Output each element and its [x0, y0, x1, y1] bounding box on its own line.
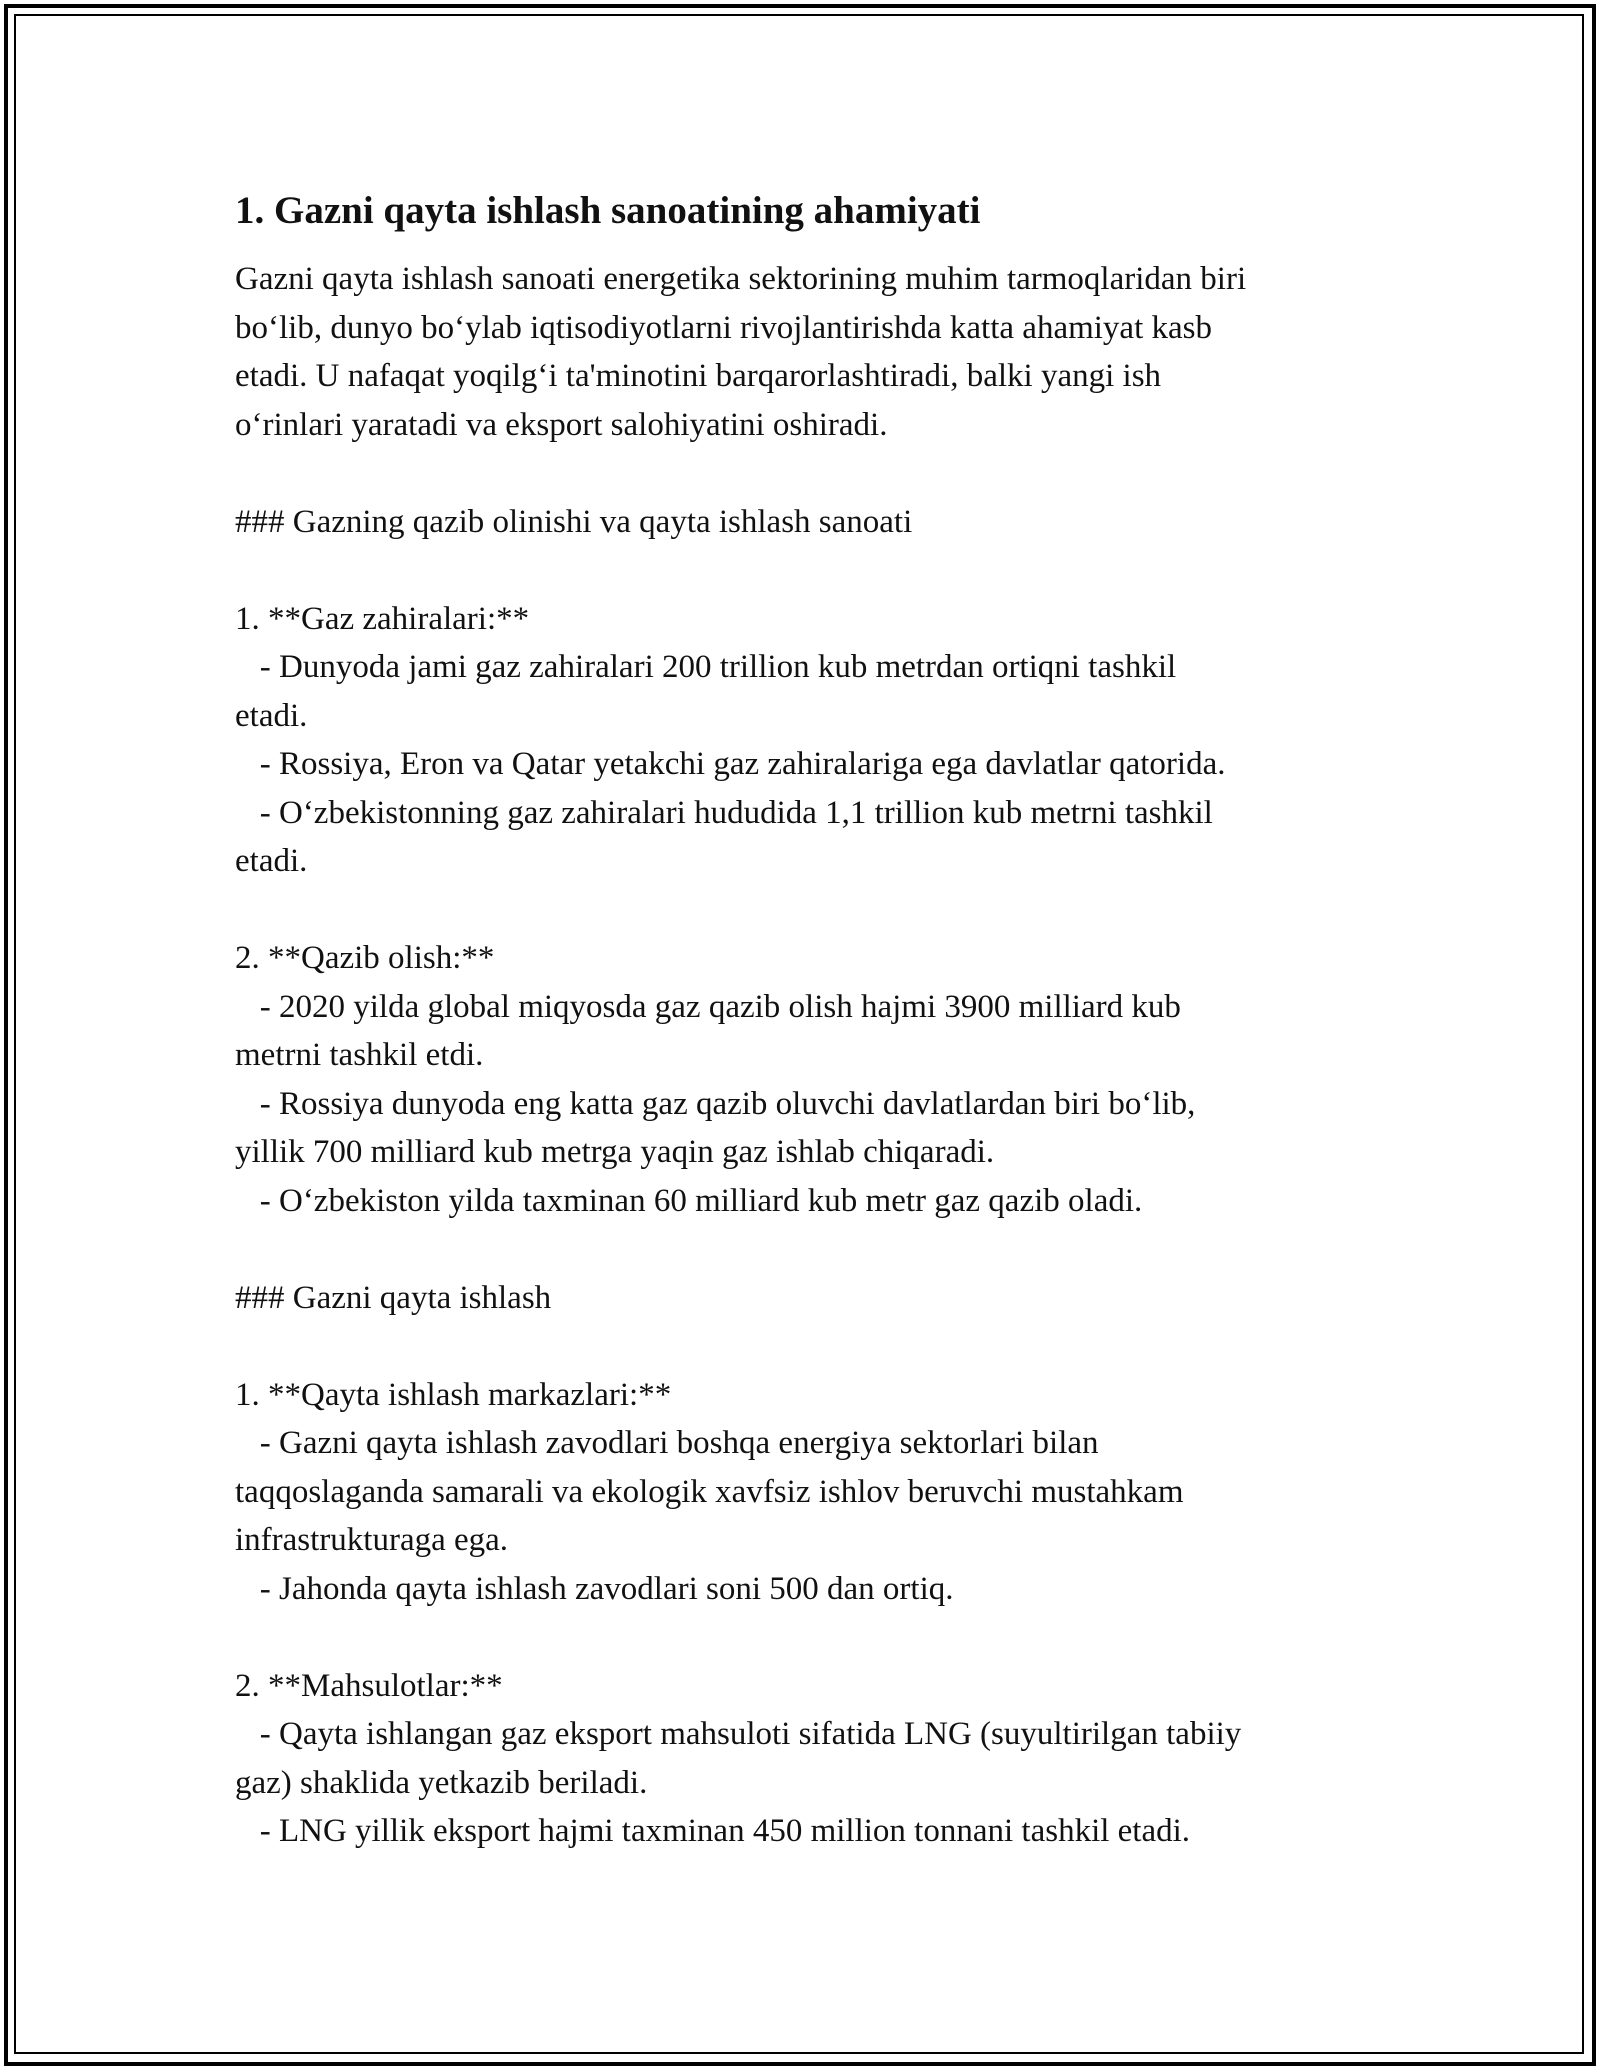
text-line: 2. **Mahsulotlar:**: [235, 1667, 503, 1704]
blank-line: [235, 886, 1385, 935]
blank-line: [235, 546, 1385, 595]
text-line: ### Gazni qayta ishlash: [235, 1279, 552, 1316]
blank-line: [235, 1613, 1385, 1662]
text-line: 2. **Qazib olish:**: [235, 940, 495, 976]
text-line: 1. **Gaz zahiralari:**: [235, 600, 530, 637]
text-line: bo‘lib, dunyo bo‘ylab iqtisodiyotlarni rivojlantirishda katta ahamiyat kasb: [235, 309, 1212, 346]
text-line: - Rossiya dunyoda eng katta gaz qazib oluvchi davlatlardan biri bo‘lib,: [235, 1085, 1196, 1122]
blank-line: [235, 1322, 1385, 1371]
text-line: - Gazni qayta ishlash zavodlari boshqa energiya sektorlari bilan: [235, 1425, 1099, 1461]
text-line: 1. **Qayta ishlash markazlari:**: [235, 1376, 672, 1413]
text-line: etadi. U nafaqat yoqilg‘i ta'minotini barqarorlashtiradi, balki yangi ish: [235, 358, 1162, 394]
text-line: - LNG yillik eksport hajmi taxminan 450 million tonnani tashkil etadi.: [235, 1813, 1191, 1849]
text-line: Gazni qayta ishlash sanoati energetika sektorining muhim tarmoqlaridan biri: [235, 261, 1247, 297]
text-line: infrastrukturaga ega.: [235, 1522, 509, 1558]
text-line: yillik 700 milliard kub metrga yaqin gaz ishlab chiqaradi.: [235, 1134, 995, 1170]
text-line: - Dunyoda jami gaz zahiralari 200 trillion kub metrdan ortiqni tashkil: [235, 649, 1177, 685]
text-line: - Rossiya, Eron va Qatar yetakchi gaz zahiralariga ega davlatlar qatorida.: [235, 746, 1226, 782]
text-line: - O‘zbekiston yilda taxminan 60 milliard kub metr gaz qazib oladi.: [235, 1182, 1143, 1219]
text-line: - O‘zbekistonning gaz zahiralari hududida 1,1 trillion kub metrni tashkil: [235, 794, 1213, 831]
page-title: 1. Gazni qayta ishlash sanoatining ahamiyati: [235, 189, 981, 232]
text-line: - 2020 yilda global miqyosda gaz qazib olish hajmi 3900 milliard kub: [235, 988, 1181, 1025]
blank-line: [235, 449, 1385, 498]
document-body: [235, 185, 1385, 1856]
text-lines: [235, 255, 1385, 1856]
text-line: etadi.: [235, 697, 308, 734]
text-line: o‘rinlari yaratadi va eksport salohiyatini oshiradi.: [235, 406, 888, 443]
blank-line: [235, 1225, 1385, 1274]
text-line: ### Gazning qazib olinishi va qayta ishlash sanoati: [235, 503, 913, 540]
text-line: gaz) shaklida yetkazib beriladi.: [235, 1764, 648, 1801]
text-line: metrni tashkil etdi.: [235, 1037, 484, 1073]
text-line: etadi.: [235, 843, 308, 879]
text-line: - Qayta ishlangan gaz eksport mahsuloti sifatida LNG (suyultirilgan tabiiy: [235, 1716, 1242, 1752]
text-line: taqqoslaganda samarali va ekologik xavfsiz ishlov beruvchi mustahkam: [235, 1473, 1184, 1510]
text-line: - Jahonda qayta ishlash zavodlari soni 500 dan ortiq.: [235, 1570, 954, 1607]
